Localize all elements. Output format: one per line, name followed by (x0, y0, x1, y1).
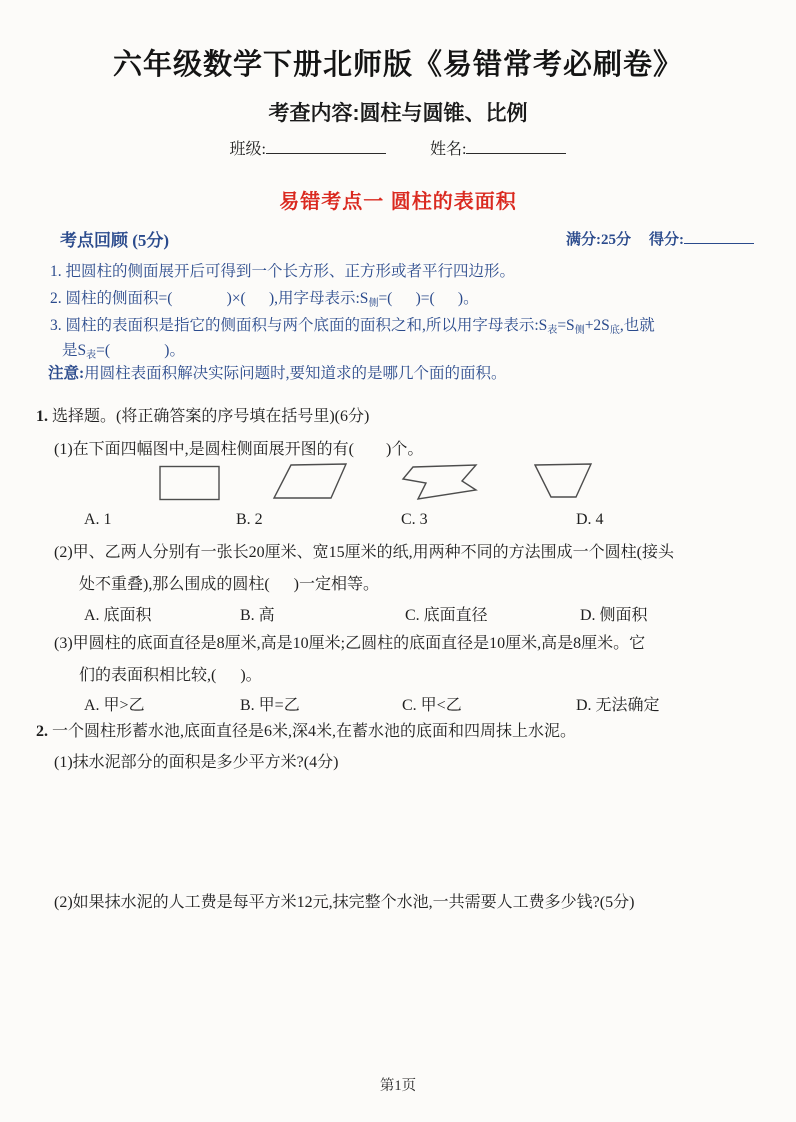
trapezoid-shape (534, 463, 594, 499)
q1-1-option-a: A. 1 (84, 511, 112, 528)
q1-1-option-b: B. 2 (236, 511, 263, 528)
review-item-2-text2: =( )=( )。 (378, 290, 479, 307)
review-item-3-plus: +2S (584, 317, 610, 334)
question-1-2-line1: (2)甲、乙两人分别有一张长20厘米、宽15厘米的纸,用两种不同的方法围成一个圆柱(接头 (54, 544, 674, 561)
q1-3-option-a: A. 甲>乙 (84, 697, 145, 714)
q1-2-option-d: D. 侧面积 (580, 607, 648, 624)
class-blank-line (266, 138, 386, 154)
notched-banner-shape (399, 462, 479, 502)
question-1-2-line2: 处不重叠),那么围成的圆柱( )一定相等。 (79, 576, 379, 593)
subscript-biao: 表 (547, 325, 558, 336)
review-item-3-text2: 是S (62, 342, 87, 359)
question-1-header (36, 406, 369, 428)
q1-1-option-d: D. 4 (576, 511, 604, 528)
question-2-1-text: (1)抹水泥部分的面积是多少平方米?(4分) (54, 754, 339, 771)
review-note (48, 364, 507, 385)
parallelogram-shape (272, 463, 349, 500)
class-name-row (0, 136, 796, 159)
question-1-3-line2: 们的表面积相比较,( )。 (79, 667, 262, 684)
score-blank-line (684, 228, 754, 244)
q1-3-option-c: C. 甲<乙 (402, 697, 462, 714)
name-label: 姓名: (430, 141, 467, 158)
note-label: 注意: (48, 365, 85, 382)
subscript-biao: 表 (86, 350, 97, 361)
review-item-3-text: 3. 圆柱的表面积是指它的侧面积与两个底面的面积之和,所以用字母表示:S (50, 317, 548, 334)
note-text: 用圆柱表面积解决实际问题时,要知道求的是哪几个面的面积。 (84, 365, 507, 382)
q1-3-option-b: B. 甲=乙 (240, 697, 300, 714)
question-2-header (36, 721, 576, 743)
subscript-di: 底 (609, 325, 620, 336)
page-number: 第1页 (379, 1078, 417, 1094)
question-2-text: 一个圆柱形蓄水池,底面直径是6米,深4米,在蓄水池的底面和四周抹上水泥。 (52, 723, 577, 740)
section-heading: 易错考点一 圆柱的表面积 (279, 191, 517, 213)
question-2-number: 2. (36, 723, 48, 740)
name-blank-line (466, 138, 566, 154)
question-2-2-text: (2)如果抹水泥的人工费是每平方米12元,抹完整个水池,一共需要人工费多少钱?(5分) (54, 894, 635, 911)
review-item-3-eq: =S (557, 317, 575, 334)
question-1-1-text: (1)在下面四幅图中,是圆柱侧面展开图的有( )个。 (54, 441, 424, 458)
rectangle-shape (159, 465, 221, 501)
paper-title: 六年级数学下册北师版《易错常考必刷卷》 (112, 49, 683, 81)
q1-3-option-d: D. 无法确定 (576, 697, 660, 714)
question-1-3-line1: (3)甲圆柱的底面直径是8厘米,高是10厘米;乙圆柱的底面直径是10厘米,高是8厘米。它 (54, 635, 646, 652)
review-title: 考点回顾 (5分) (60, 231, 170, 250)
review-item-3-tail: ,也就 (619, 317, 655, 334)
question-1-text: 选择题。(将正确答案的序号填在括号里)(6分) (52, 408, 370, 425)
review-item-3-line1 (50, 316, 655, 338)
q1-1-option-c: C. 3 (401, 511, 428, 528)
full-score-label: 满分:25分 (566, 232, 631, 248)
score-box (566, 228, 754, 249)
review-item-1: 1. 把圆柱的侧面展开后可得到一个长方形、正方形或者平行四边形。 (50, 263, 516, 280)
review-item-2-text: 2. 圆柱的侧面积=( )×( ),用字母表示:S (50, 290, 369, 307)
q1-2-option-a: A. 底面积 (84, 607, 152, 624)
question-1-number: 1. (36, 408, 48, 425)
class-label: 班级: (229, 141, 266, 158)
review-item-3-line2 (62, 341, 185, 363)
q1-2-option-b: B. 高 (240, 607, 275, 624)
review-item-3-blank: =( )。 (96, 342, 185, 359)
q1-2-option-c: C. 底面直径 (405, 607, 488, 624)
subscript-ce: 侧 (574, 325, 585, 336)
review-item-2 (50, 289, 479, 311)
paper-subtitle: 考查内容:圆柱与圆锥、比例 (268, 102, 528, 125)
score-label: 得分: (649, 232, 684, 248)
subscript-ce: 侧 (368, 298, 379, 309)
